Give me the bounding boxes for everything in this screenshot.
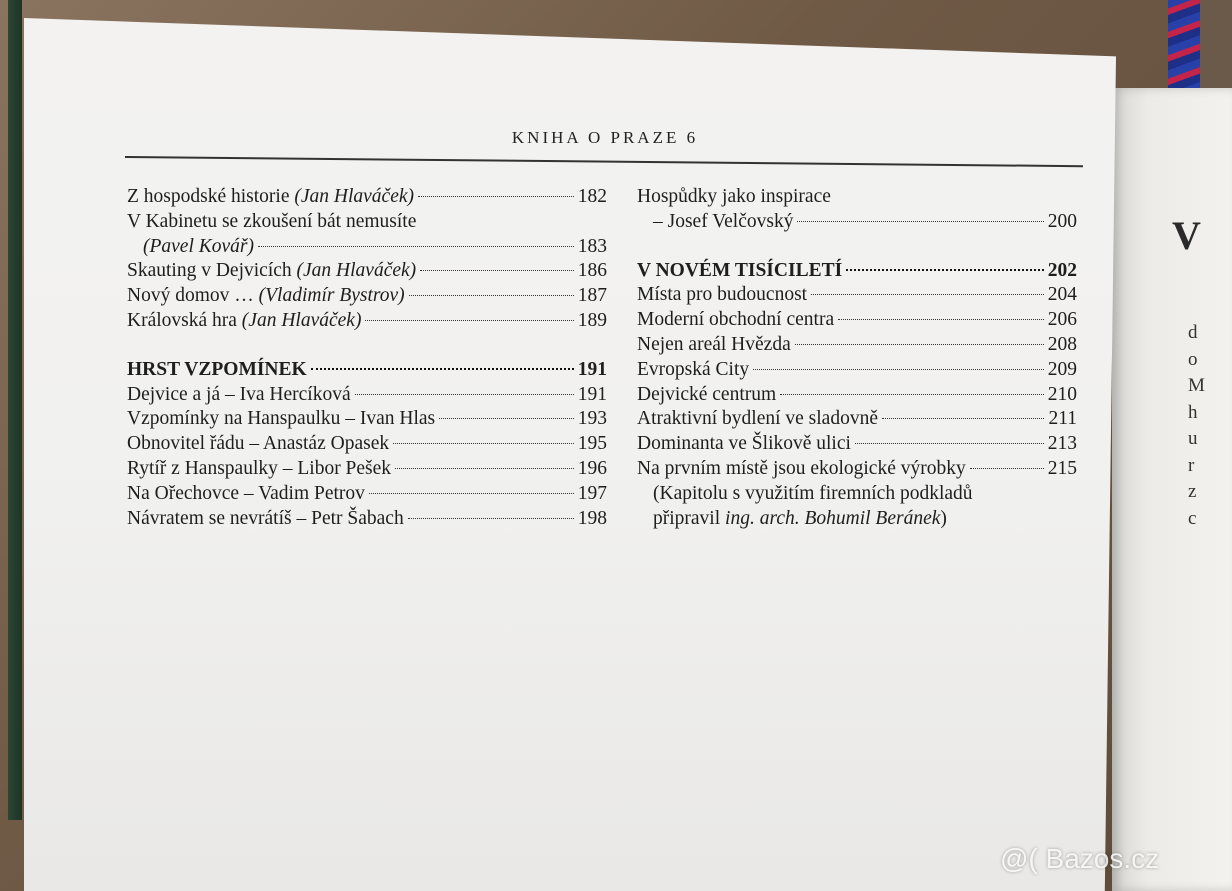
- leader-dots: [838, 319, 1044, 320]
- toc-entry-title: Z hospodské historie (Jan Hlaváček): [127, 186, 414, 207]
- toc-entry-title: Návratem se nevrátíš – Petr Šabach: [127, 507, 404, 529]
- toc-entry-title: Dominanta ve Šlikově ulici: [637, 433, 851, 455]
- toc-entry: [637, 309, 1077, 334]
- facing-page-letter: c: [1188, 507, 1197, 529]
- toc-entry-title: V Kabinetu se zkoušení bát nemusíte: [127, 210, 417, 232]
- toc-entry: [127, 236, 607, 261]
- toc-page-number: 206: [1047, 309, 1077, 331]
- leader-dots: [797, 221, 1043, 222]
- running-header: KNIHA O PRAZE 6: [511, 128, 699, 147]
- toc-page-number: 198: [577, 507, 607, 529]
- toc-entry: [127, 384, 607, 409]
- toc-entry-title: Rytíř z Hanspaulky – Libor Pešek: [127, 457, 392, 479]
- toc-page-number: 183: [577, 235, 607, 257]
- toc-entry: [637, 433, 1077, 458]
- toc-page-number: 210: [1047, 383, 1077, 405]
- toc-entry-title: Vzpomínky na Hanspaulku – Ivan Hlas: [127, 408, 436, 430]
- leader-dots: [780, 394, 1044, 395]
- toc-entry: [127, 186, 607, 211]
- watermark: @( Bazos.cz: [1000, 843, 1160, 874]
- toc-entry: [127, 433, 607, 458]
- toc-entry-title: Místa pro budoucnost: [637, 284, 808, 306]
- leader-dots: [365, 320, 573, 321]
- toc-page-number: 193: [577, 408, 607, 430]
- toc-page-number: 209: [1047, 358, 1077, 380]
- toc-page-number: 197: [577, 482, 607, 504]
- facing-page-letter: u: [1188, 428, 1198, 449]
- facing-page-letter: h: [1188, 401, 1198, 423]
- toc-page-number: 213: [1047, 433, 1077, 455]
- leader-dots: [855, 443, 1044, 444]
- toc-entry: [637, 186, 1077, 211]
- toc-entry-title: Královská hra (Jan Hlaváček): [127, 309, 362, 331]
- toc-entry: [127, 508, 607, 533]
- toc-entry: [637, 458, 1077, 483]
- leader-dots: [439, 418, 574, 419]
- toc-entry-title: Atraktivní bydlení ve sladovně: [637, 408, 878, 430]
- leader-dots: [420, 270, 574, 271]
- toc-entry-title: Na Ořechovce – Vadim Petrov: [127, 482, 365, 504]
- toc-page-number: 189: [577, 309, 607, 331]
- toc-right-column: [637, 186, 1077, 532]
- toc-note: [637, 483, 1077, 508]
- toc-entry: [127, 260, 607, 285]
- facing-page-letter: z: [1188, 481, 1197, 502]
- toc-page-number: 186: [577, 260, 607, 282]
- toc-page-number: 202: [1047, 259, 1077, 281]
- toc-page-number: 191: [577, 358, 607, 380]
- toc-page-number: 196: [577, 457, 607, 479]
- toc-section-heading: [127, 359, 607, 384]
- toc-page-number: 191: [577, 383, 607, 405]
- toc-left-column: [127, 186, 607, 532]
- facing-page-letter: o: [1188, 348, 1198, 370]
- facing-page-letter: M: [1188, 375, 1205, 396]
- leader-dots: [418, 196, 574, 197]
- toc-entry: [637, 359, 1077, 384]
- toc-entry: [637, 408, 1077, 433]
- toc-entry-title: Hospůdky jako inspirace: [637, 186, 831, 207]
- toc-note-prefix: připravil: [653, 507, 726, 529]
- toc-entry-title: Evropská City: [637, 358, 750, 380]
- toc-entry: [127, 483, 607, 508]
- toc-page-number: 195: [577, 433, 607, 455]
- leader-dots: [408, 518, 574, 519]
- leader-dots: [393, 443, 574, 444]
- book-cover-edge: [8, 0, 22, 820]
- leader-dots: [369, 493, 574, 494]
- toc-section-heading: [637, 260, 1077, 285]
- leader-dots: [753, 369, 1044, 370]
- toc-entry: [127, 408, 607, 433]
- toc-note: [637, 508, 1077, 533]
- toc-section-title: HRST VZPOMÍNEK: [127, 358, 307, 380]
- toc-entry: [127, 211, 607, 236]
- facing-page: [1112, 88, 1232, 891]
- toc-entry-title: Moderní obchodní centra: [637, 309, 835, 331]
- toc-entry-title: Dejvické centrum: [637, 383, 777, 405]
- facing-page-letter: r: [1188, 454, 1195, 476]
- toc-page-number: 182: [577, 186, 607, 207]
- leader-dots: [846, 269, 1044, 271]
- leader-dots: [258, 246, 574, 247]
- toc-entry: [127, 310, 607, 335]
- toc-note-line: (Kapitolu s využitím firemních podkladů: [653, 482, 973, 504]
- facing-page-letter: d: [1188, 322, 1198, 343]
- leader-dots: [355, 394, 574, 395]
- toc-entry: [637, 334, 1077, 359]
- bookmark-ribbon: [1168, 0, 1200, 90]
- toc-page-number: 208: [1047, 333, 1077, 355]
- leader-dots: [811, 294, 1044, 295]
- toc-page-number: 215: [1047, 457, 1077, 479]
- leader-dots: [311, 368, 574, 370]
- toc-entry-title: Dejvice a já – Iva Hercíková: [127, 383, 351, 405]
- leader-dots: [795, 344, 1044, 345]
- facing-page-text-edge: [1188, 320, 1205, 540]
- toc-page-number: 204: [1047, 284, 1077, 306]
- toc-entry-title: Na prvním místě jsou ekologické výrobky: [637, 457, 966, 479]
- toc-page-number: 187: [577, 285, 607, 307]
- toc-entry: [637, 384, 1077, 409]
- toc-entry: [127, 458, 607, 483]
- toc-entry-title: Nejen areál Hvězda: [637, 333, 791, 355]
- toc-entry-title: Skauting v Dejvicích (Jan Hlaváček): [127, 260, 417, 282]
- toc-entry-title: – Josef Velčovský: [653, 210, 794, 232]
- leader-dots: [970, 468, 1044, 469]
- toc-entry: [637, 211, 1077, 236]
- leader-dots: [409, 295, 574, 296]
- toc-note-author: ing. arch. Bohumil Beránek: [725, 507, 941, 529]
- toc-entry-title: Nový domov … (Vladimír Bystrov): [127, 285, 405, 307]
- leader-dots: [882, 418, 1044, 419]
- toc-page-number: 200: [1047, 210, 1077, 232]
- toc-page-number: 211: [1048, 408, 1077, 430]
- facing-page-heading: V: [1172, 213, 1201, 258]
- toc-note-suffix: ): [940, 507, 947, 529]
- toc-entry: [637, 284, 1077, 309]
- leader-dots: [395, 468, 574, 469]
- toc-entry-author: (Pavel Kovář): [143, 235, 255, 257]
- toc-entry-title: Obnovitel řádu – Anastáz Opasek: [127, 433, 390, 455]
- toc-entry: [127, 285, 607, 310]
- toc-section-title: V NOVÉM TISÍCILETÍ: [637, 259, 843, 281]
